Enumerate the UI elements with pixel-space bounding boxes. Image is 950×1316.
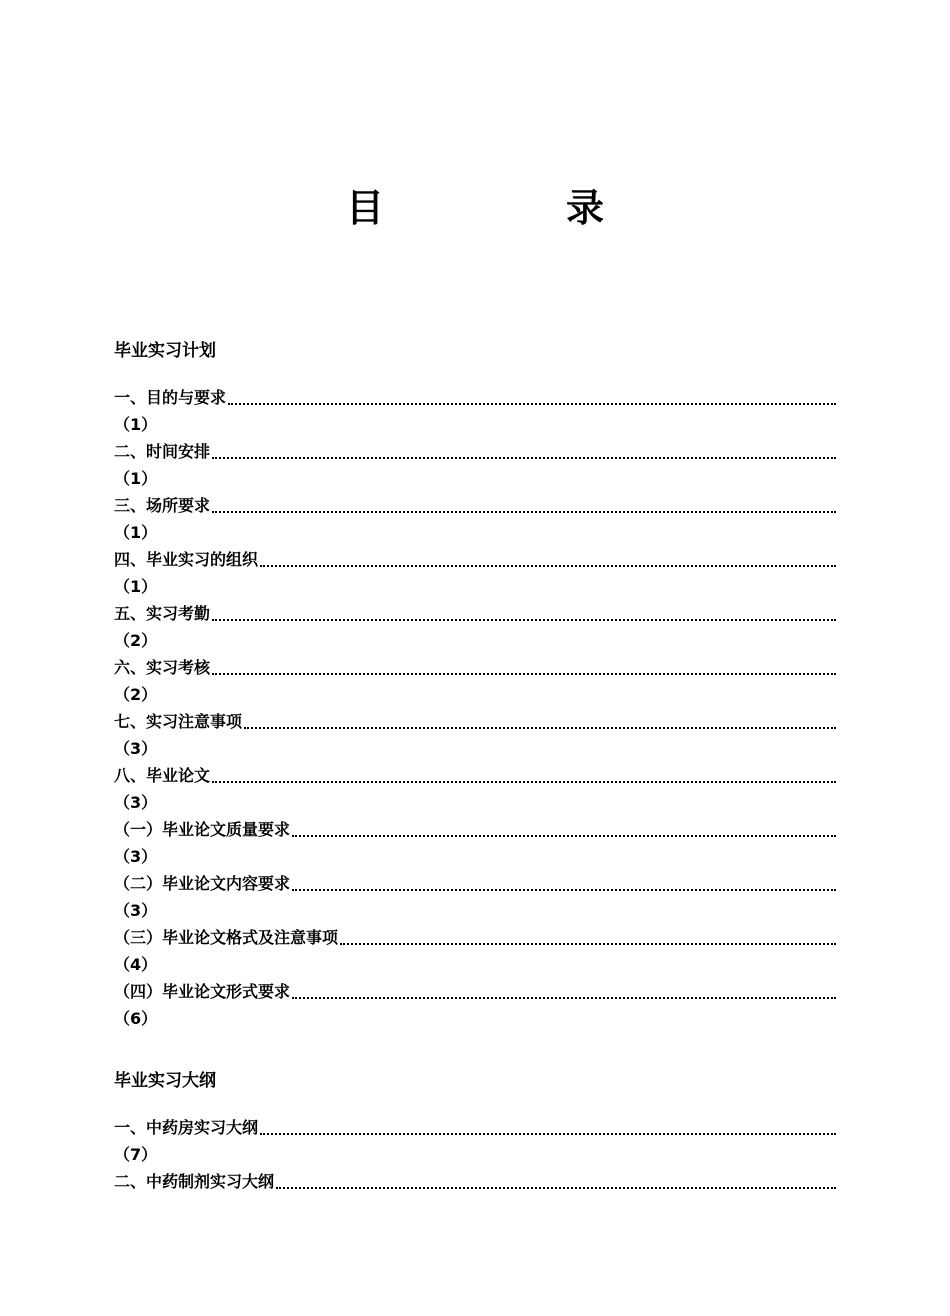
toc-entry-label: 二、时间安排: [114, 442, 211, 461]
toc-entry-page-number: （2）: [114, 685, 158, 704]
dot-leader: [260, 1133, 836, 1135]
toc-entry-line: [114, 870, 836, 897]
toc-entry-line: [114, 546, 836, 573]
toc-entry-page-number: （3）: [114, 847, 158, 866]
section-entries: [114, 1114, 836, 1195]
toc-entry-line: [114, 816, 836, 843]
toc-entry-line: [114, 654, 836, 681]
section-entries: [114, 384, 836, 1032]
dot-leader: [340, 943, 836, 945]
section-heading: 毕业实习计划: [114, 341, 216, 361]
dot-leader: [292, 889, 836, 891]
dot-leader: [292, 997, 836, 999]
toc-entry[interactable]: [114, 546, 836, 600]
toc-entry-label: 三、场所要求: [114, 496, 211, 515]
toc-entry-page-number: （7）: [114, 1145, 158, 1164]
toc-entry[interactable]: [114, 1168, 836, 1195]
toc-entry-page-number: （3）: [114, 739, 158, 758]
toc-entry-line: [114, 384, 836, 411]
toc-entry-label: 一、目的与要求: [114, 388, 227, 407]
toc-entry-line: [114, 708, 836, 735]
dot-leader: [276, 1187, 836, 1189]
toc-entry-label: 二、中药制剂实习大纲: [114, 1172, 275, 1191]
toc-entry[interactable]: [114, 492, 836, 546]
toc-entry-page-number: （1）: [114, 415, 158, 434]
toc-entry-label: （四）毕业论文形式要求: [114, 982, 291, 1001]
toc-entry-line: [114, 924, 836, 951]
toc-entry-page-number: （6）: [114, 1009, 158, 1028]
toc-entry[interactable]: [114, 870, 836, 924]
toc-entry-page-number: （2）: [114, 631, 158, 650]
section-heading: 毕业实习大纲: [114, 1071, 216, 1091]
toc-title: 目 录: [345, 186, 676, 230]
toc-entry-line: [114, 762, 836, 789]
toc-entry-page-number: （3）: [114, 901, 158, 920]
dot-leader: [212, 781, 836, 783]
toc-entry-page-number: （1）: [114, 523, 158, 542]
toc-entry[interactable]: [114, 816, 836, 870]
toc-entry-line: [114, 1168, 836, 1195]
dot-leader: [260, 565, 836, 567]
toc-entry[interactable]: [114, 978, 836, 1032]
toc-entry[interactable]: [114, 762, 836, 816]
toc-entry-page-number: （1）: [114, 469, 158, 488]
dot-leader: [212, 673, 836, 675]
dot-leader: [244, 727, 836, 729]
toc-entry-label: 七、实习注意事项: [114, 712, 243, 731]
dot-leader: [212, 457, 836, 459]
toc-entry[interactable]: [114, 1114, 836, 1168]
toc-entry[interactable]: [114, 924, 836, 978]
toc-entry[interactable]: [114, 600, 836, 654]
table-of-contents: [114, 330, 836, 1195]
toc-entry[interactable]: [114, 654, 836, 708]
toc-entry-line: [114, 978, 836, 1005]
toc-entry-page-number: （3）: [114, 793, 158, 812]
toc-entry-label: 六、实习考核: [114, 658, 211, 677]
toc-entry-line: [114, 492, 836, 519]
toc-entry-line: [114, 1114, 836, 1141]
toc-entry-label: （一）毕业论文质量要求: [114, 820, 291, 839]
toc-entry-label: 四、毕业实习的组织: [114, 550, 259, 569]
toc-entry-page-number: （4）: [114, 955, 158, 974]
toc-entry-page-number: （1）: [114, 577, 158, 596]
toc-entry[interactable]: [114, 438, 836, 492]
toc-entry-line: [114, 438, 836, 465]
toc-entry[interactable]: [114, 384, 836, 438]
toc-entry[interactable]: [114, 708, 836, 762]
dot-leader: [292, 835, 836, 837]
toc-entry-label: 八、毕业论文: [114, 766, 211, 785]
dot-leader: [212, 511, 836, 513]
toc-entry-label: 五、实习考勤: [114, 604, 211, 623]
toc-entry-label: 一、中药房实习大纲: [114, 1118, 259, 1137]
toc-entry-label: （二）毕业论文内容要求: [114, 874, 291, 893]
toc-entry-line: [114, 600, 836, 627]
toc-entry-label: （三）毕业论文格式及注意事项: [114, 928, 339, 947]
dot-leader: [212, 619, 836, 621]
dot-leader: [228, 403, 836, 405]
